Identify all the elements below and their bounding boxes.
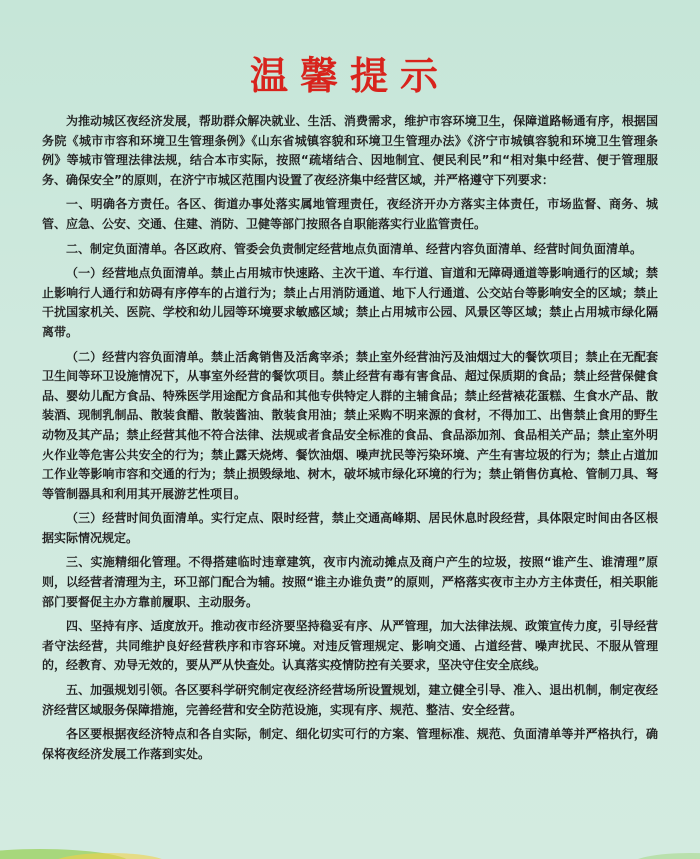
closing-paragraph: 各区要根据夜经济特点和各自实际，制定、细化切实可行的方案、管理标准、规范、负面清单等并严格执行，确保将夜经济发展工作落到实处。 [42, 727, 658, 761]
negative-list-location: （一）经营地点负面清单。禁止占用城市快速路、主次干道、车行道、盲道和无障碍通道等影响通行的区域；禁止影响行人通行和妨碍有序停车的占道行为；禁止占用消防通道、地下人行通道、公交站台等影响安全的区域；禁止干扰国家机关、医院、学校和幼儿园等环境要求敏感区域；禁止占用城市公园、风景区等区域；禁止占用城市绿化隔离带。 [42, 266, 658, 339]
section-orderly-opening: 四、坚持有序、适度放开。推动夜市经济要坚持稳妥有序、从严管理，加大法律法规、政策宣传力度，引导经营者守法经营，共同维护良好经营秩序和市容环境。对违反管理规定、影响交通、占道经营、噪声扰民、不服从管理的，经教育、劝导无效的，要从严从快查处。认真落实疫情防控有关要求，坚决守住安全底线。 [42, 619, 658, 673]
notice-body [42, 112, 658, 769]
section-planning: 五、加强规划引领。各区要科学研究制定夜经济经营场所设置规划，建立健全引导、准入、退出机制，制定夜经济经营区域服务保障措施，完善经营和安全防范设施，实现有序、规范、整洁、安全经营。 [42, 683, 658, 717]
negative-list-time: （三）经营时间负面清单。实行定点、限时经营，禁止交通高峰期、居民休息时段经营，具体限定时间由各区根据实际情况规定。 [42, 511, 658, 545]
negative-list-content: （二）经营内容负面清单。禁止活禽销售及活禽宰杀；禁止室外经营油污及油烟过大的餐饮项目；禁止在无配套卫生间等环卫设施情况下，从事室外经营的餐饮项目。禁止经营有毒有害食品、超过保质期的食品；禁止经营保健食品、婴幼儿配方食品、特殊医学用途配方食品和其他专供特定人群的主辅食品；禁止经营裱花蛋糕、生食水产品、散装酒、现制乳制品、散装食醋、散装酱油、散装食用油；禁止采购不明来源的食材，不得加工、出售禁止食用的野生动物及其产品；禁止经营其他不符合法律、法规或者食品安全标准的食品、食品添加剂、食品相关产品；禁止室外明火作业等危害公共安全的行为；禁止露天烧烤、餐饮油烟、噪声扰民等污染环境、产生有害垃圾的行为；禁止占道加工作业等影响市容和交通的行为；禁止损毁绿地、树木，破坏城市绿化环境的行为；禁止销售仿真枪、管制刀具、弩等管制器具和利用其开展游艺性项目。 [42, 349, 658, 501]
intro-paragraph: 为推动城区夜经济发展，帮助群众解决就业、生活、消费需求，维护市容环境卫生，保障道路畅通有序，根据国务院《城市市容和环境卫生管理条例》《山东省城镇容貌和环境卫生管理办法》《济宁市城镇容貌和环境卫生管理条例》等城市管理法律法规，结合本市实际，按照“疏堵结合、因地制宜、便民利民”和“相对集中经营、便于管理服务、确保安全”的原则，在济宁市城区范围内设置了夜经济集中经营区域，并严格遵守下列要求： [42, 114, 658, 187]
section-negative-list: 二、制定负面清单。各区政府、管委会负责制定经营地点负面清单、经营内容负面清单、经营时间负面清单。 [66, 241, 643, 256]
section-responsibility: 一、明确各方责任。各区、街道办事处落实属地管理责任，夜经济开办方落实主体责任，市场监督、商务、城管、应急、公安、交通、住建、消防、卫健等部门按照各自职能落实行业监管责任。 [42, 197, 658, 231]
section-fine-management: 三、实施精细化管理。不得搭建临时违章建筑，夜市内流动摊点及商户产生的垃圾，按照“谁产生、谁清理”原则，以经营者清理为主，环卫部门配合为辅。按照“谁主办谁负责”的原则，严格落实夜市主办方主体责任，相关职能部门要督促主办方靠前履职、主动服务。 [42, 555, 658, 609]
notice-title: 温馨提示 [249, 53, 450, 98]
bottom-decoration [0, 835, 700, 859]
